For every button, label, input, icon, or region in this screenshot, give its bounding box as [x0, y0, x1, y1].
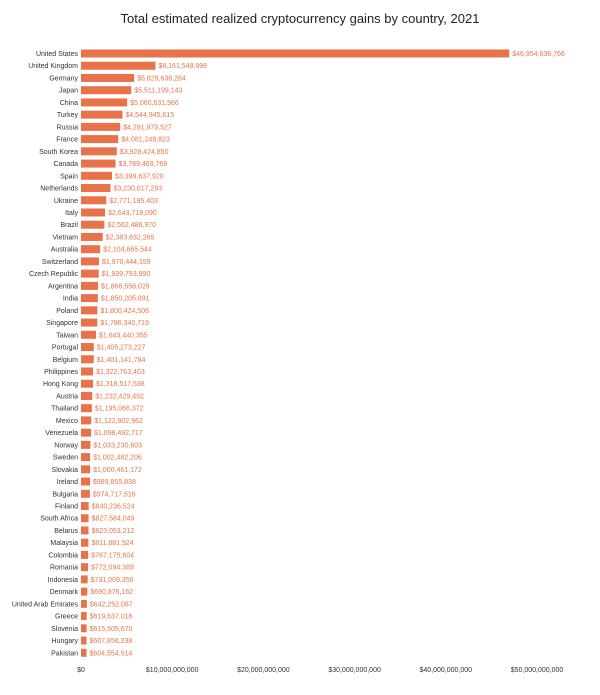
- bar: [81, 221, 104, 229]
- category-label: Poland: [56, 307, 78, 315]
- value-label: $615,505,670: [89, 625, 133, 633]
- category-label: Venezuela: [45, 430, 78, 438]
- value-label: $1,866,558,029: [101, 283, 150, 291]
- category-label: Vietnam: [52, 234, 78, 242]
- category-label: Thailand: [51, 405, 78, 413]
- category-label: Brazil: [60, 222, 78, 230]
- value-label: $4,291,979,527: [123, 124, 172, 132]
- value-label: $1,786,340,719: [100, 320, 149, 328]
- value-labels: [90, 51, 565, 657]
- value-label: $4,081,248,823: [121, 136, 170, 144]
- category-label: Belgium: [52, 356, 78, 364]
- value-label: $840,236,524: [91, 503, 135, 511]
- bar: [81, 245, 100, 253]
- category-label: Switzerland: [41, 258, 78, 266]
- category-label: Pakistan: [51, 650, 78, 658]
- bar: [81, 526, 89, 534]
- value-label: $690,876,162: [90, 589, 134, 597]
- bar: [81, 404, 92, 412]
- category-label: Indonesia: [47, 576, 78, 584]
- bar: [81, 319, 97, 327]
- x-axis-ticks: [77, 667, 563, 674]
- value-label: $1,122,902,962: [94, 417, 143, 425]
- value-label: $772,094,389: [91, 564, 134, 572]
- bar: [81, 270, 99, 278]
- x-tick-label: $0: [77, 667, 85, 674]
- value-label: $1,800,424,506: [100, 307, 150, 315]
- category-label: Norway: [54, 442, 78, 450]
- category-label: South Korea: [39, 148, 78, 156]
- category-label: Denmark: [49, 589, 78, 597]
- bar: [81, 551, 88, 559]
- x-tick-label: $20,000,000,000: [237, 667, 290, 674]
- x-tick-label: $50,000,000,000: [510, 667, 564, 674]
- bar: [81, 294, 98, 302]
- bar: [81, 306, 97, 314]
- bar: [81, 367, 93, 375]
- bar: [81, 184, 110, 192]
- bar: [81, 588, 87, 596]
- value-label: $604,554,514: [89, 650, 133, 658]
- category-label: Slovakia: [51, 466, 78, 474]
- value-label: $1,970,444,159: [101, 258, 151, 266]
- bar: [81, 392, 92, 400]
- bar: [81, 196, 106, 204]
- category-label: Germany: [49, 75, 78, 83]
- value-label: $5,511,199,143: [134, 87, 183, 95]
- value-label: $1,939,793,990: [101, 271, 151, 279]
- category-label: Sweden: [52, 454, 78, 462]
- category-label: Czech Republic: [28, 271, 78, 279]
- category-label: Spain: [60, 173, 78, 181]
- value-label: $1,318,517,538: [96, 381, 145, 389]
- bar: [81, 135, 118, 143]
- value-label: $2,383,632,265: [105, 234, 155, 242]
- value-label: $811,881,924: [91, 540, 134, 548]
- category-labels: [12, 51, 79, 657]
- bar: [81, 441, 90, 449]
- category-label: Taiwan: [56, 332, 78, 340]
- value-label: $3,230,017,293: [113, 185, 163, 193]
- category-label: Mexico: [55, 417, 78, 425]
- category-label: Greece: [55, 613, 78, 621]
- bar: [81, 50, 509, 58]
- value-label: $619,637,016: [89, 613, 133, 621]
- bar: [81, 600, 87, 608]
- bar: [81, 502, 89, 510]
- value-label: $787,175,604: [91, 552, 135, 560]
- bar: [81, 612, 87, 620]
- value-label: $1,405,273,227: [96, 344, 146, 352]
- category-label: Malaysia: [50, 540, 78, 548]
- bar: [81, 453, 90, 461]
- value-label: $46,954,638,766: [512, 51, 565, 58]
- value-label: $1,643,440,355: [98, 332, 148, 340]
- category-label: Netherlands: [40, 185, 78, 193]
- x-tick-label: $30,000,000,000: [328, 667, 381, 674]
- category-label: Bulgaria: [52, 491, 78, 499]
- category-label: Turkey: [56, 112, 78, 120]
- bar: [81, 160, 116, 168]
- bar: [81, 111, 122, 119]
- value-label: $2,643,718,090: [108, 209, 157, 217]
- bar: [81, 355, 94, 363]
- category-label: Argentina: [48, 283, 78, 291]
- value-label: $2,771,195,403: [109, 197, 158, 205]
- category-label: Portugal: [51, 344, 78, 352]
- bar: [81, 147, 117, 155]
- category-label: Japan: [58, 87, 78, 95]
- bar: [81, 416, 91, 424]
- value-label: $8,161,548,998: [158, 63, 208, 71]
- category-label: United Kingdom: [28, 63, 78, 71]
- value-label: $4,544,945,615: [125, 112, 175, 120]
- value-label: $1,232,429,492: [95, 393, 144, 401]
- category-label: France: [56, 136, 78, 144]
- value-label: $1,195,066,372: [94, 405, 144, 413]
- bar: [81, 331, 96, 339]
- value-label: $1,098,492,717: [94, 430, 143, 438]
- bar: [81, 380, 93, 388]
- value-label: $607,856,238: [89, 638, 133, 646]
- bar: [81, 74, 134, 82]
- bar: [81, 539, 88, 547]
- bar: [81, 257, 99, 265]
- value-label: $1,000,461,172: [93, 466, 142, 474]
- category-label: Romania: [49, 564, 78, 572]
- category-label: United Arab Emirates: [11, 601, 78, 609]
- value-label: $827,584,049: [91, 515, 135, 523]
- category-label: Ireland: [56, 479, 78, 487]
- x-tick-label: $40,000,000,000: [419, 667, 473, 674]
- value-label: $3,399,637,920: [115, 173, 164, 181]
- bar: [81, 123, 120, 131]
- bar: [81, 172, 112, 180]
- value-label: $642,252,087: [89, 601, 133, 609]
- category-label: Hungary: [51, 638, 78, 646]
- category-label: Italy: [65, 209, 78, 217]
- value-label: $1,401,141,784: [96, 356, 146, 364]
- bar: [81, 478, 90, 486]
- bar: [81, 624, 87, 632]
- value-label: $2,104,865,544: [103, 246, 152, 254]
- value-label: $974,717,516: [92, 491, 136, 499]
- bar: [81, 233, 103, 241]
- bar: [81, 62, 155, 70]
- value-label: $731,009,356: [90, 576, 134, 584]
- category-label: Colombia: [48, 552, 78, 560]
- value-label: $1,033,230,603: [93, 442, 143, 450]
- bar: [81, 86, 131, 94]
- value-label: $1,850,205,891: [100, 295, 150, 303]
- chart-title: Total estimated realized cryptocurrency gains by country, 2021: [120, 11, 480, 26]
- bar: [81, 98, 127, 106]
- bar: [81, 563, 88, 571]
- value-label: $3,928,424,850: [119, 148, 169, 156]
- category-label: Austria: [56, 393, 78, 401]
- category-label: Australia: [50, 246, 78, 254]
- category-label: South Africa: [40, 515, 78, 523]
- bar: [81, 490, 90, 498]
- bar: [81, 637, 87, 645]
- bar: [81, 343, 94, 351]
- value-label: $2,562,486,970: [107, 222, 157, 230]
- value-label: $1,322,763,403: [96, 368, 145, 376]
- category-label: Singapore: [46, 320, 78, 328]
- bar: [81, 575, 88, 583]
- value-label: $823,053,212: [91, 527, 135, 535]
- bar: [81, 514, 89, 522]
- bar: [81, 429, 91, 437]
- category-label: India: [62, 295, 78, 303]
- category-label: Canada: [53, 161, 78, 169]
- value-label: $5,060,631,966: [130, 99, 179, 107]
- category-label: United States: [35, 51, 78, 58]
- category-label: Finland: [55, 503, 78, 511]
- value-label: $3,789,469,769: [118, 161, 168, 169]
- category-label: Russia: [56, 124, 78, 132]
- category-label: Philippines: [44, 368, 78, 376]
- bar: [81, 208, 105, 216]
- bar: [81, 649, 87, 657]
- x-tick-label: $10,000,000,000: [145, 667, 199, 674]
- value-label: $1,002,482,206: [93, 454, 142, 462]
- bar: [81, 465, 90, 473]
- category-label: Slovenia: [51, 625, 78, 633]
- category-label: Ukraine: [53, 197, 78, 205]
- category-label: Belarus: [54, 527, 78, 535]
- category-label: Hong Kong: [42, 381, 78, 389]
- bar: [81, 282, 98, 290]
- value-label: $5,829,638,284: [137, 75, 186, 83]
- category-label: China: [59, 99, 78, 107]
- value-label: $989,855,838: [93, 479, 136, 487]
